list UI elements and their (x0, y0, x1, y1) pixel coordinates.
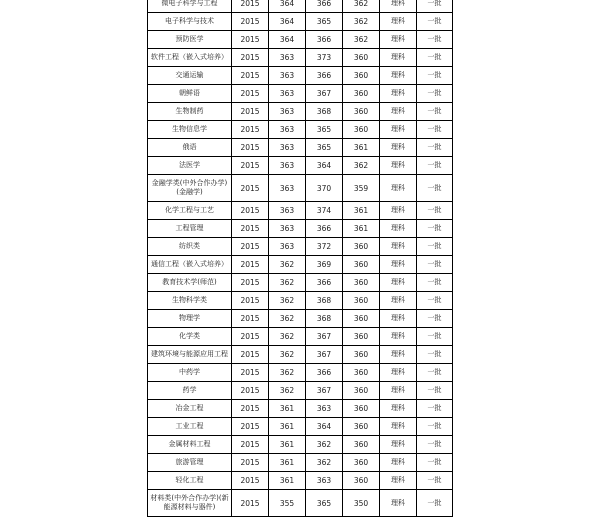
year-cell: 2015 (232, 490, 269, 517)
major-cell: 建筑环境与能源应用工程 (148, 346, 232, 364)
score-cell-2: 374 (306, 202, 343, 220)
score-cell-2: 362 (306, 454, 343, 472)
year-cell: 2015 (232, 238, 269, 256)
category-cell: 理科 (380, 454, 417, 472)
batch-cell: 一批 (417, 490, 453, 517)
score-cell-2: 369 (306, 256, 343, 274)
major-cell: 物理学 (148, 310, 232, 328)
score-cell-3: 360 (343, 85, 380, 103)
score-cell-3: 361 (343, 139, 380, 157)
table-row (148, 418, 453, 436)
table-row (148, 175, 453, 202)
score-cell-3: 360 (343, 400, 380, 418)
year-cell: 2015 (232, 418, 269, 436)
score-cell-2: 366 (306, 31, 343, 49)
score-cell-3: 360 (343, 256, 380, 274)
score-cell-3: 360 (343, 310, 380, 328)
score-cell-2: 372 (306, 238, 343, 256)
category-cell: 理科 (380, 103, 417, 121)
score-cell-1: 361 (269, 472, 306, 490)
major-cell: 药学 (148, 382, 232, 400)
batch-cell: 一批 (417, 49, 453, 67)
major-cell: 朝鲜语 (148, 85, 232, 103)
batch-cell: 一批 (417, 454, 453, 472)
batch-cell: 一批 (417, 85, 453, 103)
year-cell: 2015 (232, 0, 269, 13)
category-cell: 理科 (380, 256, 417, 274)
table-row (148, 238, 453, 256)
category-cell: 理科 (380, 472, 417, 490)
score-cell-3: 360 (343, 49, 380, 67)
score-cell-1: 362 (269, 274, 306, 292)
year-cell: 2015 (232, 310, 269, 328)
major-cell: 材料类(中外合作办学)(新能源材料与器件) (148, 490, 232, 517)
year-cell: 2015 (232, 436, 269, 454)
table-row (148, 202, 453, 220)
major-cell: 生物信息学 (148, 121, 232, 139)
score-cell-2: 367 (306, 382, 343, 400)
score-cell-2: 364 (306, 418, 343, 436)
category-cell: 理科 (380, 274, 417, 292)
table-row (148, 436, 453, 454)
batch-cell: 一批 (417, 31, 453, 49)
category-cell: 理科 (380, 292, 417, 310)
year-cell: 2015 (232, 328, 269, 346)
score-cell-2: 367 (306, 85, 343, 103)
score-cell-3: 350 (343, 490, 380, 517)
table-body (148, 0, 453, 517)
score-cell-1: 362 (269, 382, 306, 400)
batch-cell: 一批 (417, 67, 453, 85)
score-cell-3: 360 (343, 436, 380, 454)
score-cell-2: 368 (306, 292, 343, 310)
category-cell: 理科 (380, 67, 417, 85)
score-cell-2: 363 (306, 472, 343, 490)
score-cell-2: 373 (306, 49, 343, 67)
table-row (148, 67, 453, 85)
category-cell: 理科 (380, 0, 417, 13)
score-cell-2: 366 (306, 0, 343, 13)
year-cell: 2015 (232, 67, 269, 85)
score-cell-3: 360 (343, 328, 380, 346)
category-cell: 理科 (380, 31, 417, 49)
admission-scores-table-container (147, 0, 452, 517)
major-cell: 软件工程（嵌入式培养） (148, 49, 232, 67)
score-cell-2: 365 (306, 139, 343, 157)
score-cell-1: 364 (269, 31, 306, 49)
major-cell: 轻化工程 (148, 472, 232, 490)
score-cell-1: 361 (269, 418, 306, 436)
score-cell-1: 363 (269, 175, 306, 202)
score-cell-2: 365 (306, 121, 343, 139)
batch-cell: 一批 (417, 364, 453, 382)
category-cell: 理科 (380, 139, 417, 157)
year-cell: 2015 (232, 256, 269, 274)
score-cell-1: 363 (269, 49, 306, 67)
category-cell: 理科 (380, 121, 417, 139)
table-row (148, 454, 453, 472)
score-cell-3: 362 (343, 13, 380, 31)
score-cell-1: 361 (269, 436, 306, 454)
category-cell: 理科 (380, 13, 417, 31)
table-row (148, 85, 453, 103)
major-cell: 电子科学与技术 (148, 13, 232, 31)
score-cell-2: 365 (306, 490, 343, 517)
year-cell: 2015 (232, 220, 269, 238)
score-cell-1: 362 (269, 346, 306, 364)
year-cell: 2015 (232, 13, 269, 31)
major-cell: 化学工程与工艺 (148, 202, 232, 220)
score-cell-3: 362 (343, 31, 380, 49)
table-row (148, 139, 453, 157)
table-row (148, 121, 453, 139)
category-cell: 理科 (380, 490, 417, 517)
batch-cell: 一批 (417, 292, 453, 310)
score-cell-1: 362 (269, 328, 306, 346)
score-cell-1: 363 (269, 103, 306, 121)
major-cell: 法医学 (148, 157, 232, 175)
year-cell: 2015 (232, 121, 269, 139)
table-row (148, 31, 453, 49)
score-cell-3: 360 (343, 67, 380, 85)
score-cell-2: 362 (306, 436, 343, 454)
score-cell-3: 360 (343, 364, 380, 382)
major-cell: 生物制药 (148, 103, 232, 121)
score-cell-2: 366 (306, 364, 343, 382)
year-cell: 2015 (232, 382, 269, 400)
score-cell-1: 364 (269, 0, 306, 13)
score-cell-1: 361 (269, 400, 306, 418)
batch-cell: 一批 (417, 103, 453, 121)
score-cell-2: 366 (306, 274, 343, 292)
batch-cell: 一批 (417, 400, 453, 418)
major-cell: 通信工程（嵌入式培养） (148, 256, 232, 274)
table-row (148, 346, 453, 364)
year-cell: 2015 (232, 103, 269, 121)
table-row (148, 0, 453, 13)
score-cell-3: 360 (343, 238, 380, 256)
score-cell-1: 363 (269, 238, 306, 256)
score-cell-1: 363 (269, 202, 306, 220)
category-cell: 理科 (380, 400, 417, 418)
batch-cell: 一批 (417, 139, 453, 157)
major-cell: 工程管理 (148, 220, 232, 238)
category-cell: 理科 (380, 238, 417, 256)
batch-cell: 一批 (417, 13, 453, 31)
major-cell: 冶金工程 (148, 400, 232, 418)
major-cell: 生物科学类 (148, 292, 232, 310)
score-cell-1: 361 (269, 454, 306, 472)
year-cell: 2015 (232, 472, 269, 490)
score-cell-3: 360 (343, 292, 380, 310)
category-cell: 理科 (380, 49, 417, 67)
score-cell-1: 363 (269, 67, 306, 85)
major-cell: 化学类 (148, 328, 232, 346)
year-cell: 2015 (232, 157, 269, 175)
year-cell: 2015 (232, 175, 269, 202)
table-row (148, 382, 453, 400)
score-cell-1: 363 (269, 121, 306, 139)
year-cell: 2015 (232, 292, 269, 310)
batch-cell: 一批 (417, 220, 453, 238)
category-cell: 理科 (380, 310, 417, 328)
year-cell: 2015 (232, 49, 269, 67)
score-cell-3: 361 (343, 202, 380, 220)
category-cell: 理科 (380, 85, 417, 103)
table-row (148, 103, 453, 121)
score-cell-2: 370 (306, 175, 343, 202)
table-row (148, 274, 453, 292)
score-cell-1: 363 (269, 220, 306, 238)
batch-cell: 一批 (417, 472, 453, 490)
table-row (148, 13, 453, 31)
score-cell-1: 355 (269, 490, 306, 517)
major-cell: 金属材料工程 (148, 436, 232, 454)
batch-cell: 一批 (417, 310, 453, 328)
category-cell: 理科 (380, 346, 417, 364)
score-cell-2: 367 (306, 328, 343, 346)
score-cell-3: 361 (343, 220, 380, 238)
major-cell: 工业工程 (148, 418, 232, 436)
category-cell: 理科 (380, 202, 417, 220)
batch-cell: 一批 (417, 175, 453, 202)
category-cell: 理科 (380, 382, 417, 400)
major-cell: 金融学类(中外合作办学)(金融学) (148, 175, 232, 202)
year-cell: 2015 (232, 31, 269, 49)
batch-cell: 一批 (417, 157, 453, 175)
score-cell-2: 366 (306, 220, 343, 238)
batch-cell: 一批 (417, 238, 453, 256)
score-cell-1: 363 (269, 85, 306, 103)
score-cell-3: 360 (343, 274, 380, 292)
score-cell-3: 359 (343, 175, 380, 202)
score-cell-1: 363 (269, 139, 306, 157)
table-row (148, 292, 453, 310)
batch-cell: 一批 (417, 202, 453, 220)
score-cell-1: 362 (269, 310, 306, 328)
table-row (148, 364, 453, 382)
score-cell-3: 362 (343, 157, 380, 175)
batch-cell: 一批 (417, 121, 453, 139)
table-row (148, 400, 453, 418)
major-cell: 纺织类 (148, 238, 232, 256)
table-row (148, 256, 453, 274)
year-cell: 2015 (232, 274, 269, 292)
table-row (148, 49, 453, 67)
score-cell-2: 364 (306, 157, 343, 175)
batch-cell: 一批 (417, 418, 453, 436)
major-cell: 旅游管理 (148, 454, 232, 472)
year-cell: 2015 (232, 346, 269, 364)
category-cell: 理科 (380, 157, 417, 175)
major-cell: 中药学 (148, 364, 232, 382)
batch-cell: 一批 (417, 346, 453, 364)
score-cell-1: 362 (269, 292, 306, 310)
score-cell-3: 360 (343, 121, 380, 139)
category-cell: 理科 (380, 220, 417, 238)
score-cell-2: 363 (306, 400, 343, 418)
category-cell: 理科 (380, 328, 417, 346)
score-cell-1: 363 (269, 157, 306, 175)
table-row (148, 490, 453, 517)
score-cell-2: 368 (306, 103, 343, 121)
score-cell-1: 364 (269, 13, 306, 31)
score-cell-3: 360 (343, 382, 380, 400)
batch-cell: 一批 (417, 382, 453, 400)
score-cell-3: 362 (343, 0, 380, 13)
major-cell: 预防医学 (148, 31, 232, 49)
score-cell-3: 360 (343, 454, 380, 472)
score-cell-3: 360 (343, 418, 380, 436)
batch-cell: 一批 (417, 0, 453, 13)
category-cell: 理科 (380, 175, 417, 202)
score-cell-1: 362 (269, 256, 306, 274)
year-cell: 2015 (232, 139, 269, 157)
table-row (148, 220, 453, 238)
score-cell-2: 365 (306, 13, 343, 31)
major-cell: 交通运输 (148, 67, 232, 85)
year-cell: 2015 (232, 400, 269, 418)
batch-cell: 一批 (417, 328, 453, 346)
table-row (148, 328, 453, 346)
admission-scores-table (147, 0, 453, 517)
year-cell: 2015 (232, 202, 269, 220)
table-row (148, 472, 453, 490)
year-cell: 2015 (232, 364, 269, 382)
score-cell-2: 367 (306, 346, 343, 364)
score-cell-2: 368 (306, 310, 343, 328)
batch-cell: 一批 (417, 436, 453, 454)
score-cell-3: 360 (343, 103, 380, 121)
year-cell: 2015 (232, 85, 269, 103)
major-cell: 教育技术学(师范) (148, 274, 232, 292)
batch-cell: 一批 (417, 256, 453, 274)
score-cell-3: 360 (343, 472, 380, 490)
score-cell-1: 362 (269, 364, 306, 382)
category-cell: 理科 (380, 418, 417, 436)
year-cell: 2015 (232, 454, 269, 472)
table-row (148, 310, 453, 328)
score-cell-3: 360 (343, 346, 380, 364)
table-row (148, 157, 453, 175)
batch-cell: 一批 (417, 274, 453, 292)
category-cell: 理科 (380, 364, 417, 382)
category-cell: 理科 (380, 436, 417, 454)
major-cell: 微电子科学与工程 (148, 0, 232, 13)
score-cell-2: 366 (306, 67, 343, 85)
major-cell: 俄语 (148, 139, 232, 157)
